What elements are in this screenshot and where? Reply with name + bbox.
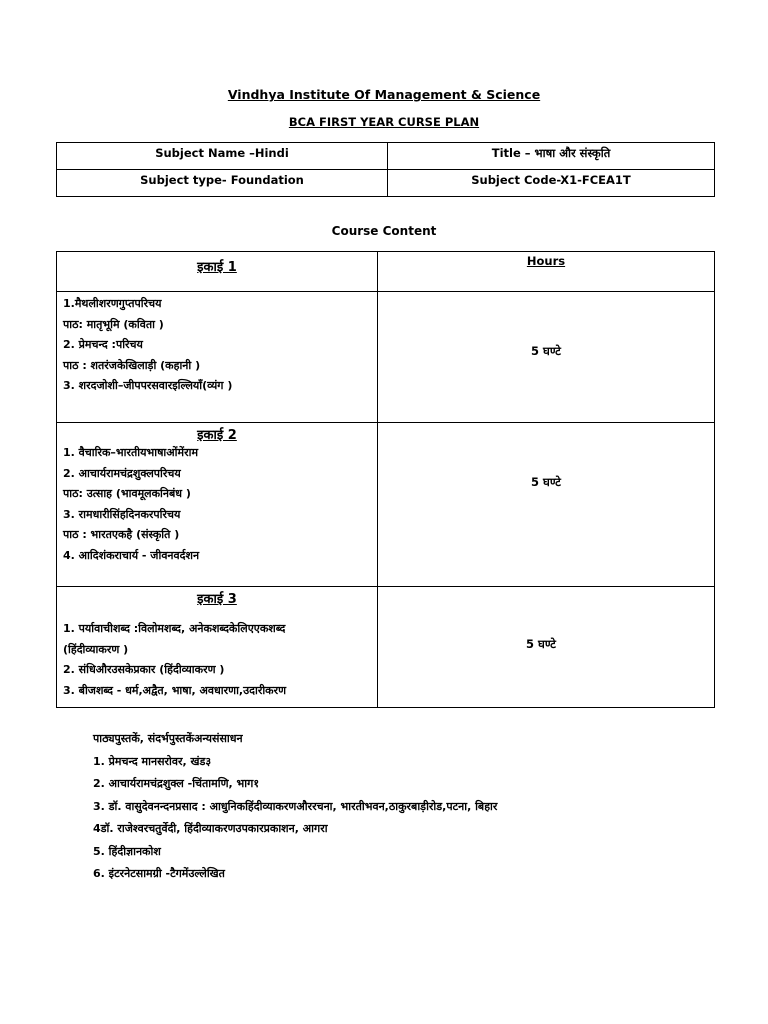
references-list <box>93 728 497 886</box>
reference-item: 2. आचार्यरामचंद्रशुक्ल -चिंतामणि, भाग१ <box>93 777 260 790</box>
references-heading: पाठ्यपुस्तकें, संदर्भपुस्तकेंअन्यसंसाधन <box>93 732 243 745</box>
unit3-line: 2. संधिऔरउसकेप्रकार (हिंदीव्याकरण ) <box>63 663 225 676</box>
subject-name: Subject Name –Hindi <box>155 146 289 160</box>
unit3-line: 3. बीजशब्द - धर्म,अद्वैत, भाषा, अवधारणा,उदारीकरण <box>63 683 287 697</box>
subject-code: Subject Code-X1-FCEA1T <box>471 173 631 187</box>
unit3-hours-cell <box>378 587 715 708</box>
subject-type: Subject type- Foundation <box>140 173 304 187</box>
unit2-heading: इकाई 2 <box>197 428 237 443</box>
unit1-line: 2. प्रेमचन्द :परिचय <box>63 338 143 351</box>
unit1-content-cell <box>57 292 378 423</box>
unit1-line: 1.मैथलीशरणगुप्तपरिचय <box>63 297 162 310</box>
reference-item: 5. हिंदीज्ञानकोश <box>93 844 161 858</box>
reference-item: 6. इंटरनेटसामग्री -टैगमेंउल्लेखित <box>93 867 225 880</box>
reference-item: 4डॉ. राजेश्वरचतुर्वेदी, हिंदीव्याकरणउपकारप्रकाशन, आगरा <box>93 822 328 835</box>
unit2-content-cell <box>57 423 378 587</box>
subject-name-cell <box>57 143 388 170</box>
unit2-hours-cell <box>378 423 715 587</box>
subject-title: Title – भाषा और संस्कृति <box>491 146 611 160</box>
unit1-line: पाठ: मातृभूमि (कविता ) <box>63 317 164 331</box>
unit3-heading: इकाई 3 <box>197 592 237 607</box>
units-table <box>56 251 715 708</box>
unit3-content-cell <box>57 587 378 708</box>
unit2-line: पाठ: उत्साह (भावमूलकनिबंध ) <box>63 487 191 500</box>
unit2-line: 2. आचार्यरामचंद्रशुक्लपरिचय <box>63 466 181 480</box>
subject-table <box>56 142 715 197</box>
unit1-hours-cell <box>378 292 715 423</box>
unit1-hours: 5 घण्टे <box>531 344 561 358</box>
course-content-label: Course Content <box>331 224 437 238</box>
unit2-line: 1. वैचारिक–भारतीयभाषाओंमेंराम <box>63 446 199 459</box>
institute-name: Vindhya Institute Of Management & Science <box>227 87 541 102</box>
unit3-line: 1. पर्यावाचीशब्द :विलोमशब्द, अनेकशब्दकेलिएएकशब्द <box>63 622 286 635</box>
hours-heading: Hours <box>526 254 566 268</box>
unit1-heading-cell <box>57 252 378 292</box>
unit2-line: 4. आदिशंकराचार्य - जीवनवर्दशन <box>63 548 200 562</box>
subject-code-cell <box>388 170 715 197</box>
unit2-line: 3. रामधारीसिंहदिनकरपरिचय <box>63 507 181 521</box>
reference-item: 1. प्रेमचन्द मानसरोवर, खंड३ <box>93 754 212 768</box>
subject-type-cell <box>57 170 388 197</box>
unit1-line: 3. शरदजोशी–जीपपरसवारइल्लियाँ(व्यंग ) <box>63 379 233 392</box>
hours-heading-cell <box>378 252 715 292</box>
reference-item: 3. डॉ. वासुदेवनन्दनप्रसाद : आधुनिकहिंदीव्याकरणऔररचना, भारतीभवन,ठाकुरबाड़ीरोड,पटना, बिहार <box>93 799 498 813</box>
title-cell <box>388 143 715 170</box>
unit2-hours: 5 घण्टे <box>531 475 561 489</box>
unit1-heading: इकाई 1 <box>197 260 237 275</box>
unit1-line: पाठ : शतरंजकेखिलाड़ी (कहानी ) <box>63 358 201 372</box>
unit3-line: (हिंदीव्याकरण ) <box>63 642 129 656</box>
unit3-hours: 5 घण्टे <box>526 637 556 651</box>
plan-title: BCA FIRST YEAR CURSE PLAN <box>288 115 480 129</box>
unit2-line: पाठ : भारतएकहै (संस्कृति ) <box>63 528 180 541</box>
